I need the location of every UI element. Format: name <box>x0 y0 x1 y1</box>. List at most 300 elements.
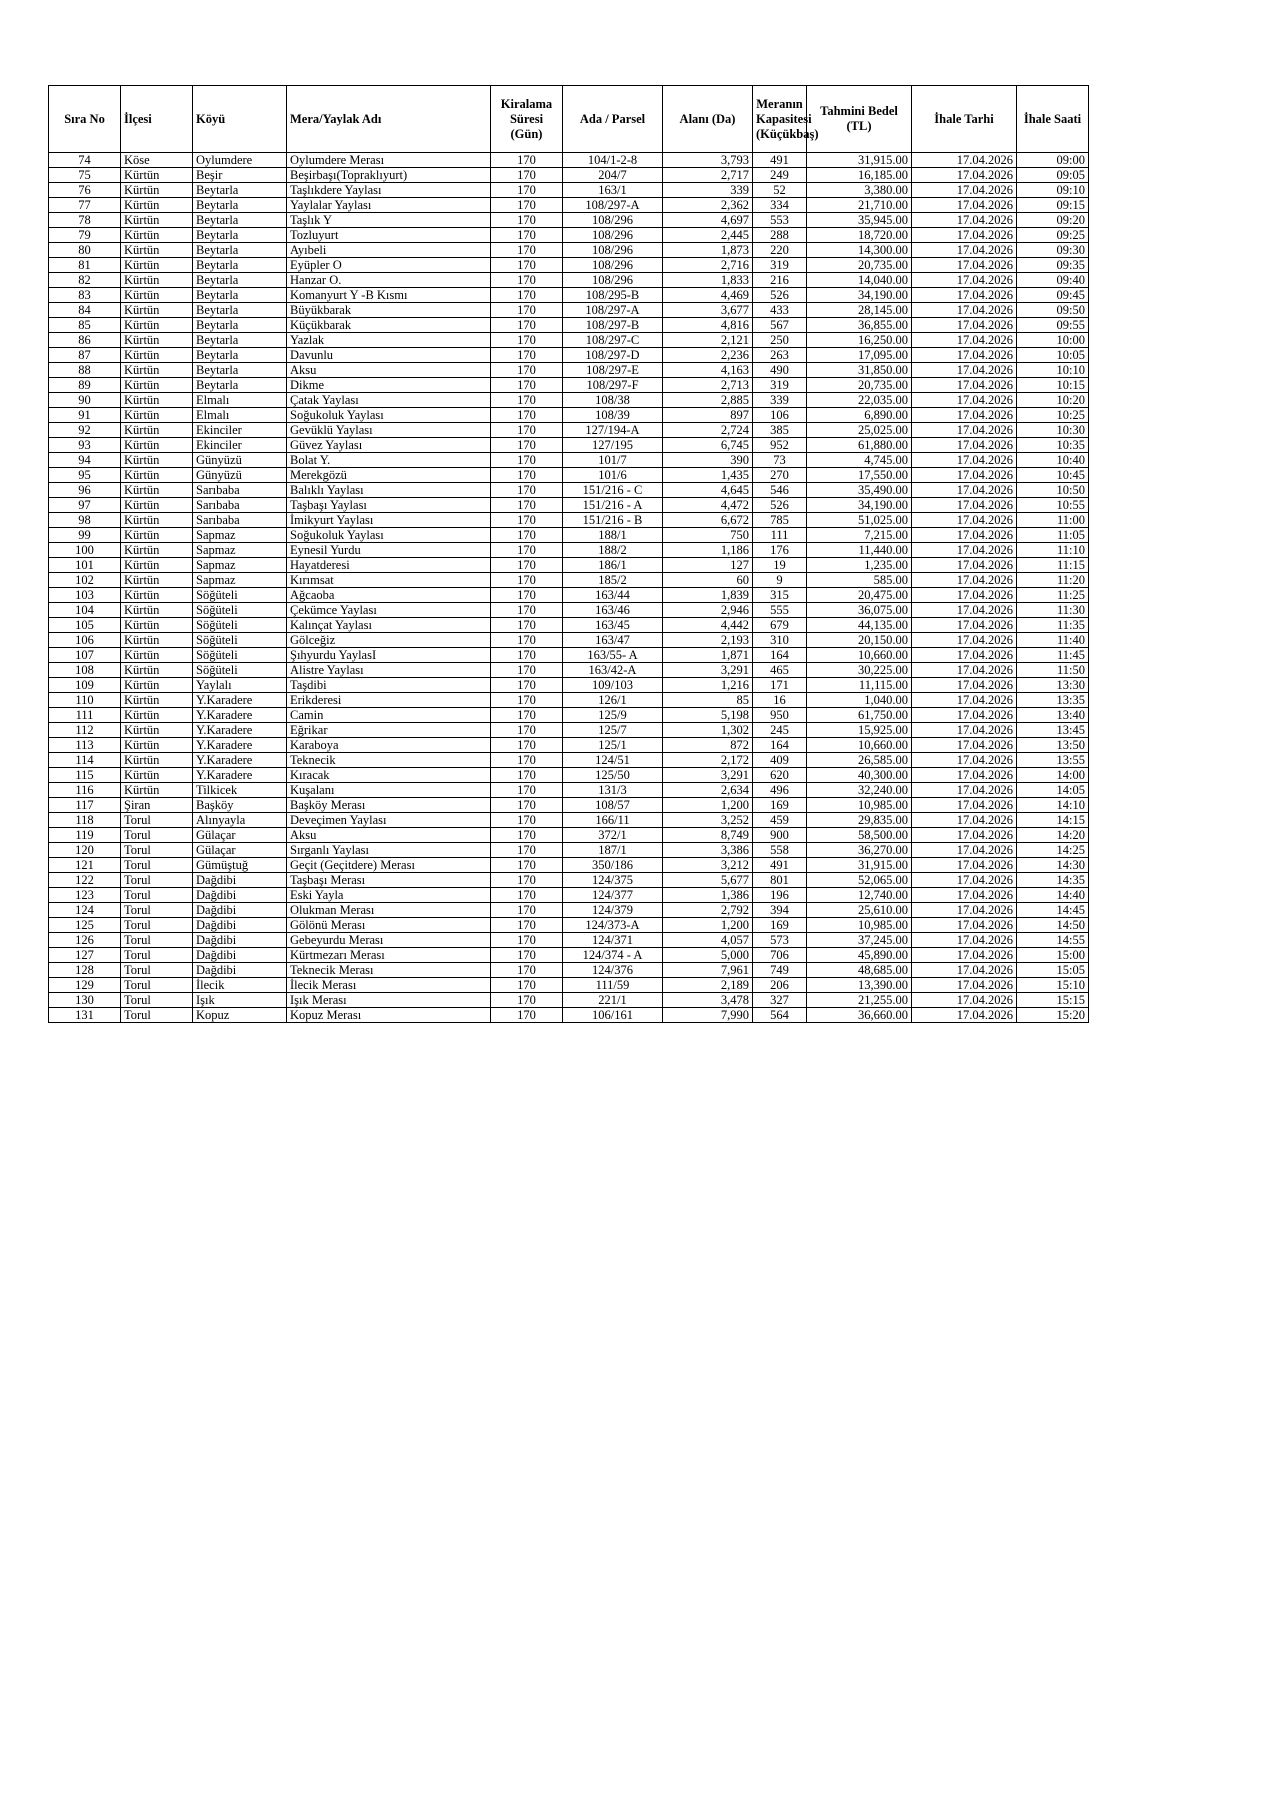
cell-kiralama-suresi: 170 <box>491 693 563 708</box>
cell-ilce: Kürtün <box>121 453 193 468</box>
cell-mera-adi: Soğukoluk Yaylası <box>287 528 491 543</box>
cell-alan: 6,745 <box>663 438 753 453</box>
cell-ihale-tarihi: 17.04.2026 <box>912 378 1017 393</box>
cell-sira-no: 94 <box>49 453 121 468</box>
cell-tahmini-bedel: 10,660.00 <box>807 738 912 753</box>
cell-sira-no: 79 <box>49 228 121 243</box>
table-row <box>49 258 1089 273</box>
cell-alan: 3,291 <box>663 768 753 783</box>
cell-ada-parsel: 124/374 - A <box>563 948 663 963</box>
cell-ihale-tarihi: 17.04.2026 <box>912 258 1017 273</box>
cell-tahmini-bedel: 20,475.00 <box>807 588 912 603</box>
cell-alan: 1,302 <box>663 723 753 738</box>
cell-ada-parsel: 186/1 <box>563 558 663 573</box>
cell-kapasite: 339 <box>753 393 807 408</box>
table-row <box>49 588 1089 603</box>
cell-ihale-saati: 09:30 <box>1017 243 1089 258</box>
cell-sira-no: 123 <box>49 888 121 903</box>
cell-ihale-saati: 14:30 <box>1017 858 1089 873</box>
cell-tahmini-bedel: 36,075.00 <box>807 603 912 618</box>
table-row <box>49 408 1089 423</box>
cell-alan: 6,672 <box>663 513 753 528</box>
cell-koy: Y.Karadere <box>193 693 287 708</box>
cell-ilce: Kürtün <box>121 723 193 738</box>
cell-tahmini-bedel: 14,040.00 <box>807 273 912 288</box>
cell-kiralama-suresi: 170 <box>491 978 563 993</box>
cell-ihale-saati: 14:20 <box>1017 828 1089 843</box>
table-row <box>49 648 1089 663</box>
cell-sira-no: 84 <box>49 303 121 318</box>
cell-ihale-tarihi: 17.04.2026 <box>912 813 1017 828</box>
cell-mera-adi: Davunlu <box>287 348 491 363</box>
cell-ada-parsel: 185/2 <box>563 573 663 588</box>
cell-kapasite: 491 <box>753 858 807 873</box>
cell-ada-parsel: 188/1 <box>563 528 663 543</box>
cell-ihale-saati: 10:40 <box>1017 453 1089 468</box>
cell-kiralama-suresi: 170 <box>491 828 563 843</box>
cell-ihale-tarihi: 17.04.2026 <box>912 558 1017 573</box>
table-row <box>49 663 1089 678</box>
cell-tahmini-bedel: 20,735.00 <box>807 378 912 393</box>
cell-ada-parsel: 108/295-B <box>563 288 663 303</box>
cell-alan: 2,716 <box>663 258 753 273</box>
cell-ihale-tarihi: 17.04.2026 <box>912 168 1017 183</box>
cell-ihale-saati: 11:30 <box>1017 603 1089 618</box>
cell-alan: 127 <box>663 558 753 573</box>
cell-sira-no: 88 <box>49 363 121 378</box>
cell-mera-adi: Ayıbeli <box>287 243 491 258</box>
cell-ada-parsel: 151/216 - C <box>563 483 663 498</box>
cell-alan: 1,435 <box>663 468 753 483</box>
cell-ilce: Kürtün <box>121 228 193 243</box>
cell-kiralama-suresi: 170 <box>491 408 563 423</box>
cell-kapasite: 176 <box>753 543 807 558</box>
cell-koy: Söğüteli <box>193 618 287 633</box>
cell-alan: 3,677 <box>663 303 753 318</box>
cell-sira-no: 115 <box>49 768 121 783</box>
cell-ihale-tarihi: 17.04.2026 <box>912 648 1017 663</box>
cell-ihale-tarihi: 17.04.2026 <box>912 993 1017 1008</box>
table-row <box>49 888 1089 903</box>
col-header-kapasite: Meranın Kapasitesi (Küçükbaş) <box>753 86 807 153</box>
table-row <box>49 243 1089 258</box>
cell-tahmini-bedel: 48,685.00 <box>807 963 912 978</box>
cell-ilce: Kürtün <box>121 618 193 633</box>
cell-ilce: Torul <box>121 903 193 918</box>
cell-koy: Yaylalı <box>193 678 287 693</box>
cell-kapasite: 526 <box>753 288 807 303</box>
cell-kiralama-suresi: 170 <box>491 813 563 828</box>
cell-kiralama-suresi: 170 <box>491 918 563 933</box>
table-row <box>49 168 1089 183</box>
table-row <box>49 438 1089 453</box>
cell-kapasite: 263 <box>753 348 807 363</box>
cell-ihale-saati: 11:10 <box>1017 543 1089 558</box>
cell-tahmini-bedel: 26,585.00 <box>807 753 912 768</box>
cell-sira-no: 91 <box>49 408 121 423</box>
cell-ada-parsel: 108/296 <box>563 273 663 288</box>
cell-ada-parsel: 127/195 <box>563 438 663 453</box>
cell-ilce: Kürtün <box>121 288 193 303</box>
cell-ada-parsel: 125/9 <box>563 708 663 723</box>
cell-alan: 3,212 <box>663 858 753 873</box>
cell-ada-parsel: 124/379 <box>563 903 663 918</box>
cell-kiralama-suresi: 170 <box>491 993 563 1008</box>
cell-ihale-tarihi: 17.04.2026 <box>912 618 1017 633</box>
cell-sira-no: 86 <box>49 333 121 348</box>
table-row <box>49 573 1089 588</box>
cell-ihale-tarihi: 17.04.2026 <box>912 663 1017 678</box>
cell-sira-no: 76 <box>49 183 121 198</box>
cell-alan: 5,000 <box>663 948 753 963</box>
cell-ihale-tarihi: 17.04.2026 <box>912 513 1017 528</box>
cell-ihale-tarihi: 17.04.2026 <box>912 498 1017 513</box>
cell-tahmini-bedel: 31,850.00 <box>807 363 912 378</box>
cell-koy: Söğüteli <box>193 633 287 648</box>
cell-ihale-saati: 14:50 <box>1017 918 1089 933</box>
cell-kapasite: 706 <box>753 948 807 963</box>
cell-koy: Beytarla <box>193 243 287 258</box>
cell-kiralama-suresi: 170 <box>491 423 563 438</box>
table-row <box>49 183 1089 198</box>
cell-ada-parsel: 124/51 <box>563 753 663 768</box>
cell-tahmini-bedel: 18,720.00 <box>807 228 912 243</box>
cell-ihale-saati: 14:15 <box>1017 813 1089 828</box>
cell-tahmini-bedel: 21,710.00 <box>807 198 912 213</box>
cell-ilce: Kürtün <box>121 498 193 513</box>
cell-ada-parsel: 163/42-A <box>563 663 663 678</box>
cell-koy: Sapmaz <box>193 573 287 588</box>
cell-ilce: Kürtün <box>121 783 193 798</box>
cell-kiralama-suresi: 170 <box>491 948 563 963</box>
cell-kapasite: 555 <box>753 603 807 618</box>
cell-ada-parsel: 109/103 <box>563 678 663 693</box>
cell-kapasite: 171 <box>753 678 807 693</box>
cell-tahmini-bedel: 11,115.00 <box>807 678 912 693</box>
cell-tahmini-bedel: 10,985.00 <box>807 798 912 813</box>
cell-ilce: Kürtün <box>121 738 193 753</box>
table-row <box>49 198 1089 213</box>
table-row <box>49 603 1089 618</box>
cell-ihale-tarihi: 17.04.2026 <box>912 303 1017 318</box>
cell-kapasite: 327 <box>753 993 807 1008</box>
cell-ilce: Köse <box>121 153 193 168</box>
cell-kiralama-suresi: 170 <box>491 648 563 663</box>
cell-mera-adi: Dikme <box>287 378 491 393</box>
cell-ilce: Kürtün <box>121 528 193 543</box>
cell-ilce: Kürtün <box>121 198 193 213</box>
cell-ilce: Torul <box>121 948 193 963</box>
cell-kiralama-suresi: 170 <box>491 438 563 453</box>
cell-tahmini-bedel: 29,835.00 <box>807 813 912 828</box>
cell-tahmini-bedel: 12,740.00 <box>807 888 912 903</box>
cell-ihale-tarihi: 17.04.2026 <box>912 183 1017 198</box>
cell-koy: Elmalı <box>193 393 287 408</box>
cell-mera-adi: Yaylalar Yaylası <box>287 198 491 213</box>
cell-ada-parsel: 124/377 <box>563 888 663 903</box>
cell-kapasite: 111 <box>753 528 807 543</box>
cell-alan: 1,216 <box>663 678 753 693</box>
cell-ihale-tarihi: 17.04.2026 <box>912 423 1017 438</box>
cell-kapasite: 52 <box>753 183 807 198</box>
cell-alan: 2,121 <box>663 333 753 348</box>
cell-ada-parsel: 127/194-A <box>563 423 663 438</box>
cell-ihale-saati: 13:30 <box>1017 678 1089 693</box>
cell-ihale-tarihi: 17.04.2026 <box>912 333 1017 348</box>
cell-kapasite: 250 <box>753 333 807 348</box>
cell-kapasite: 164 <box>753 648 807 663</box>
cell-alan: 5,677 <box>663 873 753 888</box>
cell-tahmini-bedel: 58,500.00 <box>807 828 912 843</box>
cell-tahmini-bedel: 10,985.00 <box>807 918 912 933</box>
cell-sira-no: 124 <box>49 903 121 918</box>
cell-kapasite: 785 <box>753 513 807 528</box>
cell-kapasite: 465 <box>753 663 807 678</box>
cell-ilce: Kürtün <box>121 678 193 693</box>
cell-alan: 2,189 <box>663 978 753 993</box>
cell-ilce: Kürtün <box>121 423 193 438</box>
cell-sira-no: 121 <box>49 858 121 873</box>
cell-ilce: Kürtün <box>121 513 193 528</box>
cell-alan: 2,362 <box>663 198 753 213</box>
cell-kapasite: 952 <box>753 438 807 453</box>
cell-kiralama-suresi: 170 <box>491 543 563 558</box>
cell-ihale-saati: 15:15 <box>1017 993 1089 1008</box>
cell-ilce: Kürtün <box>121 243 193 258</box>
cell-ihale-tarihi: 17.04.2026 <box>912 633 1017 648</box>
cell-kiralama-suresi: 170 <box>491 528 563 543</box>
cell-kiralama-suresi: 170 <box>491 573 563 588</box>
cell-ihale-tarihi: 17.04.2026 <box>912 243 1017 258</box>
cell-kapasite: 319 <box>753 378 807 393</box>
cell-alan: 2,792 <box>663 903 753 918</box>
cell-ihale-saati: 11:05 <box>1017 528 1089 543</box>
cell-kapasite: 496 <box>753 783 807 798</box>
cell-tahmini-bedel: 36,660.00 <box>807 1008 912 1023</box>
cell-tahmini-bedel: 61,750.00 <box>807 708 912 723</box>
table-row <box>49 483 1089 498</box>
cell-alan: 4,472 <box>663 498 753 513</box>
cell-kapasite: 9 <box>753 573 807 588</box>
cell-ada-parsel: 126/1 <box>563 693 663 708</box>
col-header-kiralama-suresi: Kiralama Süresi (Gün) <box>491 86 563 153</box>
cell-koy: Beytarla <box>193 378 287 393</box>
cell-ilce: Torul <box>121 813 193 828</box>
table-row <box>49 813 1089 828</box>
cell-mera-adi: Merekgözü <box>287 468 491 483</box>
cell-kiralama-suresi: 170 <box>491 168 563 183</box>
cell-ihale-saati: 14:25 <box>1017 843 1089 858</box>
cell-ada-parsel: 163/55- A <box>563 648 663 663</box>
cell-ihale-tarihi: 17.04.2026 <box>912 798 1017 813</box>
cell-ilce: Kürtün <box>121 708 193 723</box>
cell-ihale-saati: 09:40 <box>1017 273 1089 288</box>
cell-kiralama-suresi: 170 <box>491 723 563 738</box>
cell-ilce: Kürtün <box>121 408 193 423</box>
cell-sira-no: 128 <box>49 963 121 978</box>
cell-kapasite: 16 <box>753 693 807 708</box>
cell-ilce: Kürtün <box>121 603 193 618</box>
cell-sira-no: 83 <box>49 288 121 303</box>
cell-mera-adi: Kıracak <box>287 768 491 783</box>
cell-tahmini-bedel: 40,300.00 <box>807 768 912 783</box>
cell-kapasite: 490 <box>753 363 807 378</box>
cell-mera-adi: Ağcaoba <box>287 588 491 603</box>
cell-ada-parsel: 111/59 <box>563 978 663 993</box>
cell-kapasite: 620 <box>753 768 807 783</box>
table-row <box>49 468 1089 483</box>
cell-sira-no: 99 <box>49 528 121 543</box>
cell-kiralama-suresi: 170 <box>491 333 563 348</box>
cell-ihale-saati: 10:00 <box>1017 333 1089 348</box>
table-row <box>49 558 1089 573</box>
cell-ada-parsel: 101/6 <box>563 468 663 483</box>
cell-mera-adi: Sırganlı Yaylası <box>287 843 491 858</box>
cell-ada-parsel: 372/1 <box>563 828 663 843</box>
cell-kiralama-suresi: 170 <box>491 363 563 378</box>
cell-mera-adi: Kopuz Merası <box>287 1008 491 1023</box>
cell-ada-parsel: 125/1 <box>563 738 663 753</box>
cell-alan: 4,469 <box>663 288 753 303</box>
cell-ihale-tarihi: 17.04.2026 <box>912 483 1017 498</box>
cell-kiralama-suresi: 170 <box>491 288 563 303</box>
cell-koy: Sarıbaba <box>193 513 287 528</box>
cell-sira-no: 122 <box>49 873 121 888</box>
table-row <box>49 963 1089 978</box>
cell-sira-no: 101 <box>49 558 121 573</box>
cell-ada-parsel: 108/297-E <box>563 363 663 378</box>
cell-ada-parsel: 108/296 <box>563 228 663 243</box>
cell-ada-parsel: 108/297-D <box>563 348 663 363</box>
cell-kapasite: 679 <box>753 618 807 633</box>
cell-ilce: Torul <box>121 1008 193 1023</box>
cell-mera-adi: Beşirbaşı(Topraklıyurt) <box>287 168 491 183</box>
cell-ihale-saati: 14:35 <box>1017 873 1089 888</box>
cell-mera-adi: Olukman Merası <box>287 903 491 918</box>
cell-ihale-saati: 10:10 <box>1017 363 1089 378</box>
cell-tahmini-bedel: 35,945.00 <box>807 213 912 228</box>
cell-ilce: Kürtün <box>121 648 193 663</box>
table-row <box>49 828 1089 843</box>
cell-ihale-saati: 09:50 <box>1017 303 1089 318</box>
cell-ilce: Kürtün <box>121 363 193 378</box>
cell-koy: Y.Karadere <box>193 708 287 723</box>
cell-ilce: Kürtün <box>121 303 193 318</box>
cell-ilce: Torul <box>121 888 193 903</box>
cell-tahmini-bedel: 10,660.00 <box>807 648 912 663</box>
cell-tahmini-bedel: 20,735.00 <box>807 258 912 273</box>
cell-ihale-saati: 14:55 <box>1017 933 1089 948</box>
cell-mera-adi: Gölceğiz <box>287 633 491 648</box>
cell-ihale-tarihi: 17.04.2026 <box>912 723 1017 738</box>
cell-ihale-saati: 09:15 <box>1017 198 1089 213</box>
cell-ilce: Kürtün <box>121 663 193 678</box>
cell-mera-adi: Küçükbarak <box>287 318 491 333</box>
table-row <box>49 513 1089 528</box>
cell-sira-no: 109 <box>49 678 121 693</box>
cell-kapasite: 546 <box>753 483 807 498</box>
table-row <box>49 303 1089 318</box>
cell-mera-adi: Şıhyurdu YaylasI <box>287 648 491 663</box>
cell-mera-adi: Kalınçat Yaylası <box>287 618 491 633</box>
cell-koy: Beytarla <box>193 258 287 273</box>
table-row <box>49 363 1089 378</box>
cell-tahmini-bedel: 16,250.00 <box>807 333 912 348</box>
cell-koy: Gülaçar <box>193 843 287 858</box>
cell-koy: Işık <box>193 993 287 1008</box>
cell-kapasite: 553 <box>753 213 807 228</box>
cell-tahmini-bedel: 11,440.00 <box>807 543 912 558</box>
table-row <box>49 348 1089 363</box>
cell-sira-no: 118 <box>49 813 121 828</box>
cell-ihale-saati: 10:20 <box>1017 393 1089 408</box>
cell-koy: Dağdibi <box>193 948 287 963</box>
cell-ilce: Torul <box>121 858 193 873</box>
cell-ilce: Kürtün <box>121 693 193 708</box>
cell-alan: 4,697 <box>663 213 753 228</box>
cell-alan: 3,478 <box>663 993 753 1008</box>
cell-kiralama-suresi: 170 <box>491 588 563 603</box>
cell-alan: 2,946 <box>663 603 753 618</box>
cell-ada-parsel: 108/296 <box>563 258 663 273</box>
table-row <box>49 918 1089 933</box>
cell-kapasite: 558 <box>753 843 807 858</box>
cell-alan: 872 <box>663 738 753 753</box>
cell-tahmini-bedel: 28,145.00 <box>807 303 912 318</box>
table-row <box>49 1008 1089 1023</box>
table-row <box>49 678 1089 693</box>
cell-kapasite: 567 <box>753 318 807 333</box>
cell-alan: 1,200 <box>663 798 753 813</box>
cell-sira-no: 77 <box>49 198 121 213</box>
cell-mera-adi: Taşdibi <box>287 678 491 693</box>
col-header-ilcesi: İlçesi <box>121 86 193 153</box>
cell-tahmini-bedel: 1,235.00 <box>807 558 912 573</box>
cell-koy: Beytarla <box>193 213 287 228</box>
cell-sira-no: 92 <box>49 423 121 438</box>
cell-mera-adi: Kürtmezarı Merası <box>287 948 491 963</box>
cell-ihale-saati: 10:30 <box>1017 423 1089 438</box>
cell-alan: 4,163 <box>663 363 753 378</box>
cell-ilce: Kürtün <box>121 468 193 483</box>
table-row <box>49 378 1089 393</box>
cell-ihale-tarihi: 17.04.2026 <box>912 603 1017 618</box>
cell-koy: Sapmaz <box>193 558 287 573</box>
table-row <box>49 933 1089 948</box>
cell-tahmini-bedel: 1,040.00 <box>807 693 912 708</box>
cell-kapasite: 573 <box>753 933 807 948</box>
cell-koy: Söğüteli <box>193 588 287 603</box>
cell-koy: Beytarla <box>193 228 287 243</box>
cell-kiralama-suresi: 170 <box>491 228 563 243</box>
cell-sira-no: 129 <box>49 978 121 993</box>
cell-kiralama-suresi: 170 <box>491 378 563 393</box>
cell-mera-adi: Çekümce Yaylası <box>287 603 491 618</box>
cell-ihale-tarihi: 17.04.2026 <box>912 858 1017 873</box>
cell-sira-no: 85 <box>49 318 121 333</box>
cell-alan: 2,724 <box>663 423 753 438</box>
cell-alan: 897 <box>663 408 753 423</box>
cell-kiralama-suresi: 170 <box>491 753 563 768</box>
cell-ihale-saati: 10:45 <box>1017 468 1089 483</box>
cell-mera-adi: Eğrikar <box>287 723 491 738</box>
cell-ilce: Kürtün <box>121 543 193 558</box>
cell-koy: Tilkicek <box>193 783 287 798</box>
cell-ada-parsel: 108/57 <box>563 798 663 813</box>
cell-sira-no: 130 <box>49 993 121 1008</box>
cell-ihale-tarihi: 17.04.2026 <box>912 918 1017 933</box>
cell-koy: Söğüteli <box>193 603 287 618</box>
